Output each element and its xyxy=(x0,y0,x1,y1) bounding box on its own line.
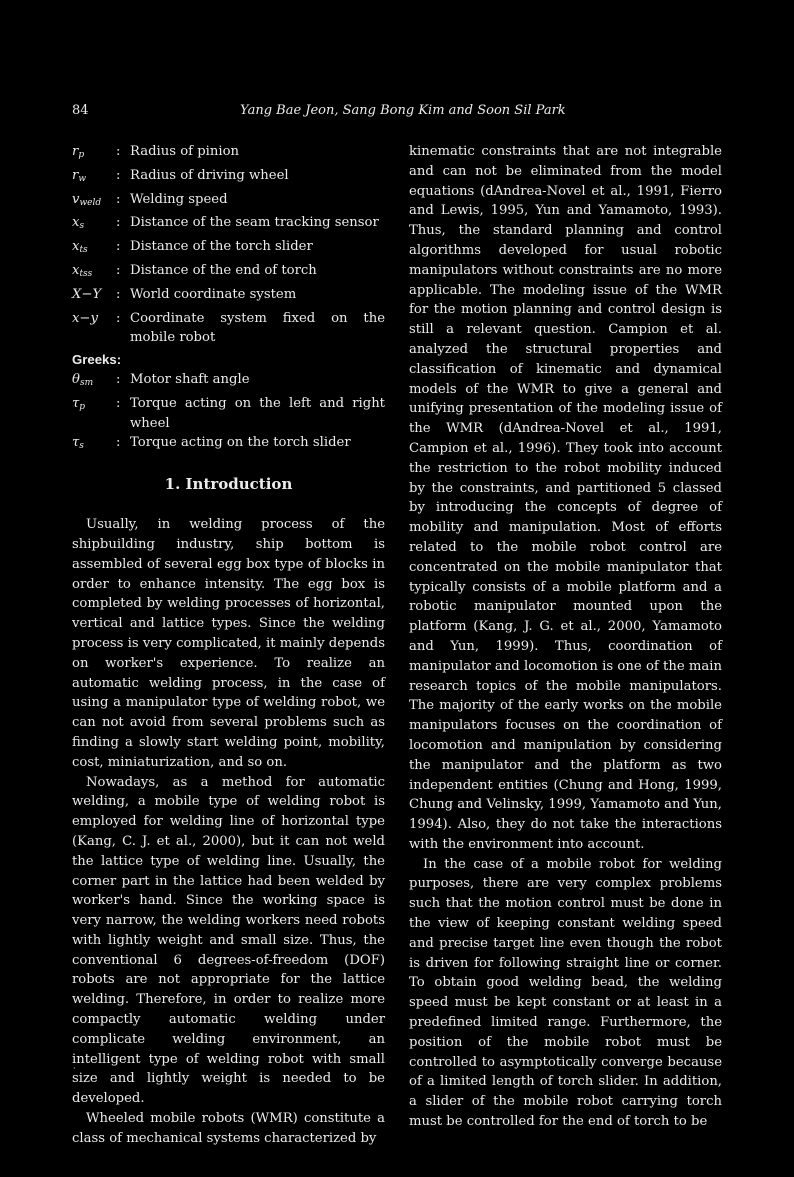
greek-description: Torque acting on the left and right wheel xyxy=(130,395,385,431)
nomenclature-list xyxy=(72,142,385,348)
body-paragraph: Usually, in welding process of the shipbuilding industry, ship bottom is assembled of several egg box type of blocks in order to enhance intensity. The egg box is completed by welding processes of horizontal, vertical and lattice types. Since the welding process is very complicated, it mainly depends on worker's experience. To realize an automatic welding process, in the case of using a manipulator type of welding robot, we can not avoid from several problems such as finding a slowly start welding point, mobility, cost, miniaturization, and so on. xyxy=(72,517,385,770)
nomenclature-symbol: x−y xyxy=(72,310,98,326)
nomenclature-subscript: s xyxy=(79,221,85,232)
nomenclature-item xyxy=(72,285,385,309)
stray-mark: · xyxy=(73,1064,76,1073)
body-paragraph: Wheeled mobile robots (WMR) constitute a class of mechanical systems characterized by xyxy=(72,1111,385,1146)
page-header xyxy=(0,101,794,123)
nomenclature-subscript: p xyxy=(78,150,85,160)
nomenclature-colon: : xyxy=(116,310,121,326)
nomenclature-symbol: X−Y xyxy=(72,286,102,302)
nomenclature-item xyxy=(72,309,385,349)
nomenclature-colon: : xyxy=(116,286,121,302)
nomenclature-subscript: tss xyxy=(79,268,93,279)
nomenclature-description: Radius of driving wheel xyxy=(130,167,289,183)
body-paragraph: kinematic constraints that are not integrable and can not be eliminated from the model equations (dAndrea-Novel et al., 1991, Fierro and Lewis, 1995, Yun and Yamamoto, 1993). Thus, the standard planning and control algorithms developed for usual robotic manipulators without constraints are no more applicable. The modeling issue of the WMR for the motion planning and control design is still a relevant question. Campion et al. analyzed the structural properties and classification of kinematic and dynamical models of the WMR to give a general and unifying presentation of the modeling issue of the WMR (dAndrea-Novel et al., 1991, Campion et al., 1996). They took into account the restriction to the robot mobility induced by the constraints, and partitioned 5 classed by introducing the concepts of degree of mobility and manipulation. Most of efforts related to the mobile robot control are concentrated on the mobile manipulator that typically consists of a mobile platform and a robotic manipulator mounted upon the platform (Kang, J. G. et al., 2000, Yamamoto and Yun, 1999). Thus, coordination of manipulator and locomotion is one of the main research topics of the mobile manipulators. The majority of the early works on the mobile manipulators focuses on the coordination of locomotion and manipulation by considering the manipulator and the platform as two independent entities (Chung and Hong, 1999, Chung and Velinsky, 1999, Yamamoto and Yun, 1994). Also, they do not take the interactions with the environment into account. xyxy=(409,144,722,852)
nomenclature-item xyxy=(72,190,385,214)
greek-description: Torque acting on the torch slider xyxy=(130,435,351,451)
nomenclature-symbol: x xyxy=(72,262,80,278)
greek-subscript: s xyxy=(79,441,84,452)
nomenclature-colon: : xyxy=(116,167,121,183)
nomenclature-colon: : xyxy=(116,215,121,231)
greek-symbol: θ xyxy=(72,371,80,387)
greek-symbol: τ xyxy=(72,395,80,411)
nomenclature-colon: : xyxy=(116,239,121,255)
nomenclature-description: Coordinate system fixed on the mobile robot xyxy=(130,310,385,346)
greeks-list xyxy=(72,370,385,457)
nomenclature-item xyxy=(72,261,385,285)
greek-subscript: p xyxy=(79,401,86,412)
nomenclature-symbol: x xyxy=(72,239,80,255)
greek-colon: : xyxy=(116,435,121,451)
nomenclature-description: Radius of pinion xyxy=(130,144,240,159)
nomenclature-subscript: w xyxy=(78,173,87,184)
nomenclature-colon: : xyxy=(116,191,121,207)
greek-subscript: sm xyxy=(79,377,94,388)
greek-item xyxy=(72,370,385,394)
nomenclature-colon: : xyxy=(116,144,121,159)
nomenclature-item xyxy=(72,237,385,261)
nomenclature-subscript: weld xyxy=(79,197,102,208)
running-head-authors: Yang Bae Jeon, Sang Bong Kim and Soon Sil Park xyxy=(240,103,566,118)
greek-description: Motor shaft angle xyxy=(130,371,250,387)
nomenclature-symbol: x xyxy=(72,215,80,231)
greek-item xyxy=(72,433,385,457)
greek-colon: : xyxy=(116,371,121,387)
nomenclature-symbol: v xyxy=(72,191,80,207)
right-column xyxy=(409,142,722,1132)
body-paragraph: In the case of a mobile robot for welding purposes, there are very complex problems such that the motion control must be done in the view of keeping constant welding speed and precise target line even though the robot is driven for following straight line or corner. To obtain good welding bead, the welding speed must be kept constant or at least in a predefined limited range. Furthermore, the position of the mobile robot must be controlled to asymptotically converge because of a limited length of torch slider. In addition, a slider of the mobile robot carrying torch must be controlled for the end of torch to be xyxy=(409,856,722,1130)
nomenclature-item xyxy=(72,213,385,237)
nomenclature-description: Welding speed xyxy=(130,191,228,207)
greek-item xyxy=(72,394,385,434)
nomenclature-item xyxy=(72,166,385,190)
nomenclature-colon: : xyxy=(116,262,121,278)
nomenclature-symbol: r xyxy=(72,144,79,159)
nomenclature-description: Distance of the torch slider xyxy=(130,239,313,255)
left-column xyxy=(72,142,385,1149)
page-number: 84 xyxy=(72,103,89,118)
nomenclature-symbol: r xyxy=(72,167,79,183)
nomenclature-subscript: ts xyxy=(79,245,88,256)
body-paragraph: Nowadays, as a method for automatic welding, a mobile type of welding robot is employed for welding line of horizontal type (Kang, C. J. et al., 2000), but it can not weld the lattice type of welding line. Usually, the corner part in the lattice had been welded by worker's hand. Since the working space is very narrow, the welding workers need robots with lightly weight and small size. Thus, the conventional 6 degrees-of-freedom (DOF) robots are not appropriate for the lattice welding. Therefore, in order to realize more compactly automatic welding under complicate welding environment, an intelligent type of welding robot with small size and lightly weight is needed to be developed. xyxy=(72,774,385,1107)
greeks-heading: Greeks: xyxy=(72,352,122,368)
section-title: 1. Introduction xyxy=(164,475,293,494)
nomenclature-description: Distance of the end of torch xyxy=(130,262,317,278)
nomenclature-item xyxy=(72,142,385,166)
greek-colon: : xyxy=(116,395,121,411)
nomenclature-description: World coordinate system xyxy=(130,286,297,302)
greek-symbol: τ xyxy=(72,435,80,451)
nomenclature-description: Distance of the seam tracking sensor xyxy=(130,215,379,231)
